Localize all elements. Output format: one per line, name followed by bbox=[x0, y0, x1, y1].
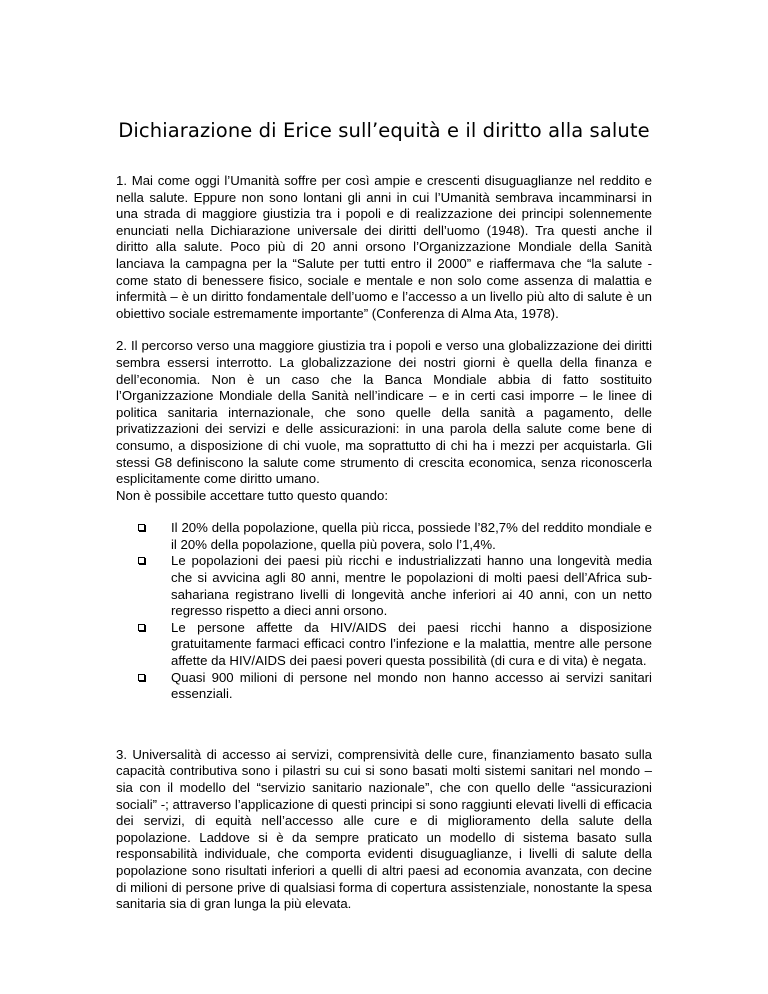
list-item bbox=[170, 670, 652, 703]
paragraph-2: 2. Il percorso verso una maggiore giustizia tra i popoli e verso una globalizzazione dei diritti sembra essersi interrotto. La globalizzazione dei nostri giorni è quella della finanza e dell’economia. Non è un caso che la Banca Mondiale abbia di fatto sostituito l’Organizzazione Mondiale della Sanità nell’indicare – e in certi casi imporre – le linee di politica sanitaria internazionale, che sono quelle della sanità a pagamento, delle privatizzazioni dei servizi e delle assicurazioni: in una parola della salute come bene di consumo, a disposizione di chi vuole, ma soprattutto di chi ha i mezzi per acquistarla. Gli stessi G8 definiscono la salute come strumento di crescita economica, senza riconoscerla esplicitamente come diritto umano. bbox=[116, 338, 652, 487]
paragraph-3: 3. Universalità di accesso ai servizi, comprensività delle cure, finanziamento basato sulla capacità contributiva sono i pilastri su cui si sono basati molti sistemi sanitari nel mondo – sia con il modello del “servizio sanitario nazionale”, che con quello delle “assicurazioni sociali” -; attraverso l’applicazione di questi principi si sono raggiunti elevati livelli di efficacia dei servizi, di equità nell’accesso alle cure e di miglioramento della salute della popolazione. Laddove si è da sempre praticato un modello di sistema basato sulla responsabilità individuale, che comporta evidenti disuguaglianze, i livelli di salute della popolazione sono risultati inferiori a quelli di altri paesi ad economia avanzata, con decine di milioni di persone prive di qualsiasi forma di copertura assistenziale, nonostante la spesa sanitaria sia di gran lunga la più elevata. bbox=[116, 746, 652, 912]
paragraph-2-lead: Non è possibile accettare tutto questo quando: bbox=[116, 487, 388, 503]
list-item-text: Quasi 900 milioni di persone nel mondo non hanno accesso ai servizi sanitari essenziali. bbox=[171, 669, 652, 702]
list-item bbox=[170, 620, 652, 670]
list-item-text: Le popolazioni dei paesi più ricchi e industrializzati hanno una longevità media che si avvicina agli 80 anni, mentre le popolazioni di molti paesi dell’Africa sub-sahariana registrano livelli di longevità anche inferiori ai 40 anni, con un netto regresso rispetto a dieci anni orsono. bbox=[171, 553, 652, 619]
square-bullet-icon bbox=[138, 557, 145, 564]
square-bullet-icon bbox=[138, 624, 145, 631]
square-bullet-icon bbox=[138, 674, 145, 681]
document-page bbox=[116, 0, 652, 913]
list-item bbox=[170, 553, 652, 619]
square-bullet-icon bbox=[138, 524, 145, 531]
document-title: Dichiarazione di Erice sull’equità e il diritto alla salute bbox=[118, 119, 650, 142]
list-item bbox=[170, 520, 652, 553]
list-item-text: Le persone affette da HIV/AIDS dei paesi ricchi hanno a disposizione gratuitamente farmaci efficaci contro l’infezione e la malattia, mentre alle persone affette da HIV/AIDS dei paesi poveri questa possibilità (di cura e di vita) è negata. bbox=[171, 619, 652, 669]
bullet-list bbox=[116, 520, 652, 703]
list-item-text: Il 20% della popolazione, quella più ricca, possiede l’82,7% del reddito mondiale e il 20% della popolazione, quella più povera, solo l’1,4%. bbox=[171, 520, 652, 552]
paragraph-1: 1. Mai come oggi l’Umanità soffre per così ampie e crescenti disuguaglianze nel reddito e nella salute. Eppure non sono lontani gli anni in cui l’Umanità sembrava incamminarsi in una strada di maggiore giustizia tra i popoli e di realizzazione dei principi solennemente enunciati nella Dichiarazione universale dei diritti dell’uomo (1948). Tra questi anche il diritto alla salute. Poco più di 20 anni orsono l’Organizzazione Mondiale della Sanità lanciava la campagna per la “Salute per tutti entro il 2000” e riaffermava che “la salute - come stato di benessere fisico, sociale e mentale e non solo come assenza di malattia e infermità – è un diritto fondamentale dell’uomo e l’accesso a un livello più alto di salute è un obiettivo sociale estremamente importante” (Conferenza di Alma Ata, 1978). bbox=[116, 173, 652, 321]
